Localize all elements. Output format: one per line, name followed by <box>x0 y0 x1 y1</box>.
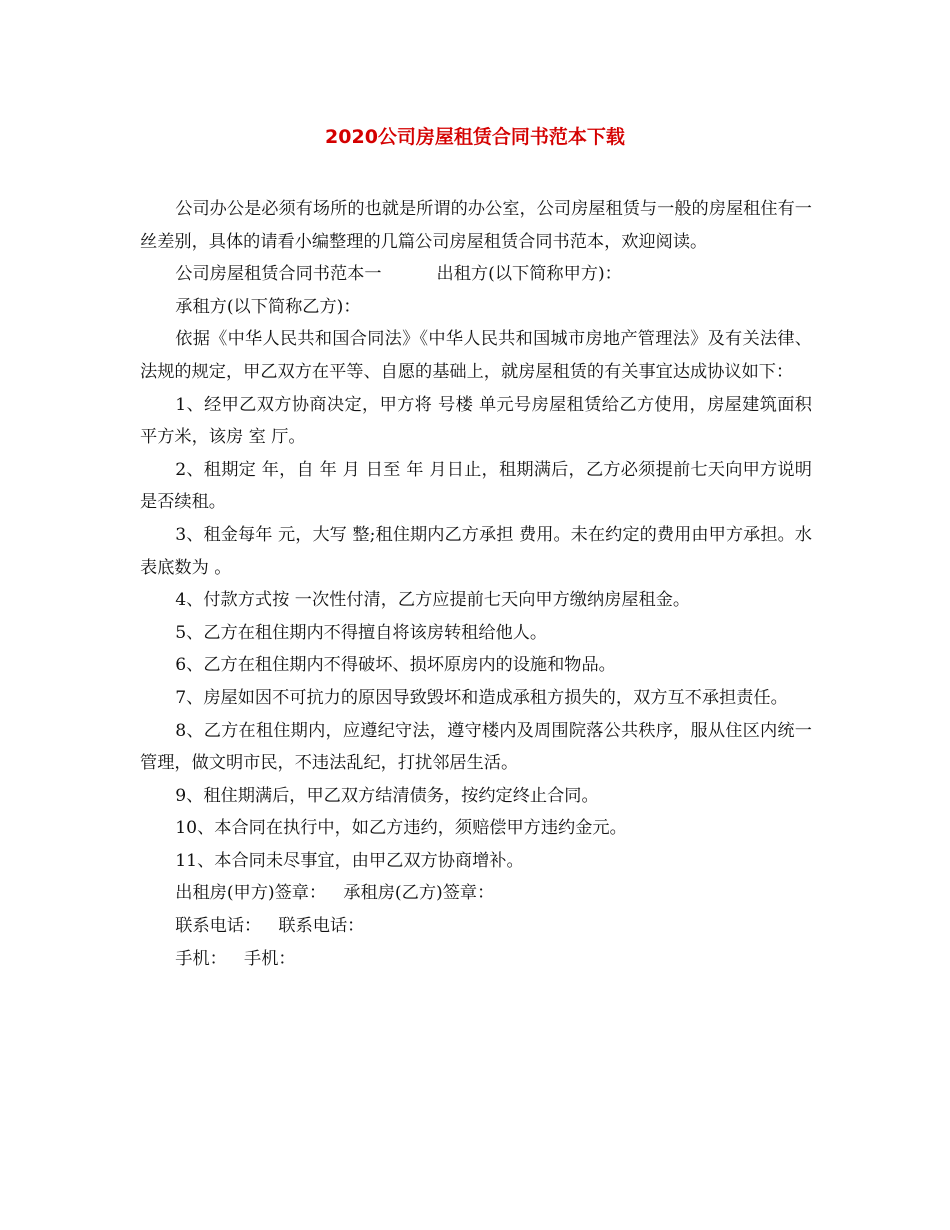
clause-1: 1、经甲乙双方协商决定，甲方将 号楼 单元号房屋租赁给乙方使用，房屋建筑面积 平方米，该房 室 厅。 <box>140 394 812 448</box>
lessee-mobile-label: 手机： <box>244 948 296 969</box>
sample-heading: 公司房屋租赁合同书范本一 <box>175 264 382 285</box>
clause-7: 7、房屋如因不可抗力的原因导致毁坏和造成承租方损失的，双方互不承担责任。 <box>175 687 788 708</box>
sample-heading-line <box>140 258 812 291</box>
phone-line <box>140 910 812 943</box>
lessee-signature-label: 承租房(乙方)签章： <box>343 883 495 904</box>
lessor-signature-label: 出租房(甲方)签章： <box>175 883 327 904</box>
lessee-label: 承租方(以下简称乙方)： <box>175 296 361 317</box>
clause-8: 8、乙方在租住期内，应遵纪守法，遵守楼内及周围院落公共秩序，服从住区内统一管理，做文明市民，不违法乱纪，打扰邻居生活。 <box>140 720 812 774</box>
clause-4: 4、付款方式按 一次性付清，乙方应提前七天向甲方缴纳房屋租金。 <box>175 590 691 611</box>
lessee-phone-label: 联系电话： <box>278 916 365 937</box>
clause-10: 10、本合同在执行中，如乙方违约，须赔偿甲方违约金元。 <box>175 818 627 839</box>
clause-6: 6、乙方在租住期内不得破坏、损坏原房内的设施和物品。 <box>175 655 616 676</box>
basis-paragraph: 依据《中华人民共和国合同法》《中华人民共和国城市房地产管理法》及有关法律、法规的规定，甲乙双方在平等、自愿的基础上，就房屋租赁的有关事宜达成协议如下： <box>140 329 812 382</box>
lessor-phone-label: 联系电话： <box>175 916 262 937</box>
signature-line <box>140 877 812 910</box>
lessor-label: 出租方(以下简称甲方)： <box>436 264 622 285</box>
document-body <box>140 193 812 975</box>
clause-11: 11、本合同未尽事宜，由甲乙双方协商增补。 <box>175 850 524 871</box>
lessor-mobile-label: 手机： <box>175 948 227 969</box>
document-title: 2020公司房屋租赁合同书范本下载 <box>325 126 625 148</box>
clause-3: 3、租金每年 元，大写 整;租住期内乙方承担 费用。未在约定的费用由甲方承担。水表底数为 。 <box>140 524 812 578</box>
clause-2: 2、租期定 年，自 年 月 日至 年 月日止，租期满后，乙方必须提前七天向甲方说明是否续租。 <box>140 459 812 513</box>
mobile-line <box>140 943 812 976</box>
clause-5: 5、乙方在租住期内不得擅自将该房转租给他人。 <box>175 622 548 643</box>
clause-9: 9、租住期满后，甲乙双方结清债务，按约定终止合同。 <box>175 785 599 806</box>
intro-paragraph: 公司办公是必须有场所的也就是所谓的办公室，公司房屋租赁与一般的房屋租住有一丝差别，具体的请看小编整理的几篇公司房屋租赁合同书范本，欢迎阅读。 <box>140 199 812 252</box>
